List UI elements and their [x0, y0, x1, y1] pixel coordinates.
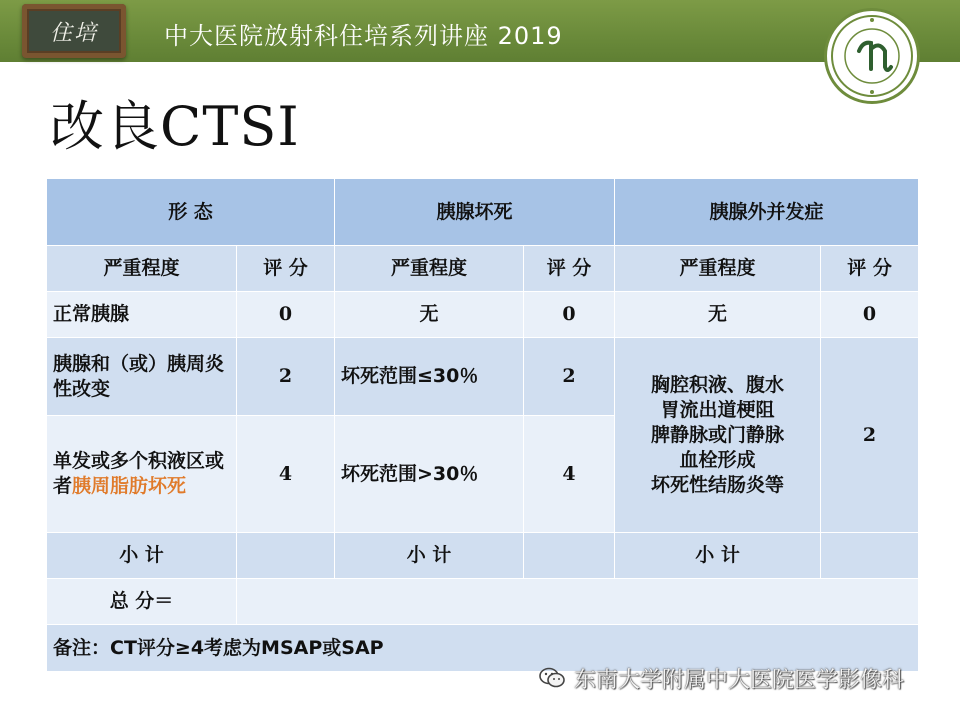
cell-complications-list: [615, 338, 821, 533]
table-group-header-row: [47, 179, 919, 246]
complication-line: 脾静脉或门静脉: [651, 423, 785, 446]
morph-highlight-text: 胰周脂肪坏死: [72, 475, 187, 497]
table-row: [47, 338, 919, 416]
table-note: 备注：CT评分≥4考虑为MSAP或SAP: [47, 625, 919, 672]
hospital-seal-icon: [827, 11, 917, 101]
cell-score: 2: [524, 338, 615, 416]
badge-text: 住培: [29, 11, 119, 51]
subtotal-label: 小 计: [615, 533, 821, 579]
complication-line: 胸腔积液、腹水: [651, 373, 785, 396]
cell-score: 0: [237, 292, 335, 338]
cell-complication-score: 2: [821, 338, 919, 533]
cell-score: 0: [821, 292, 919, 338]
cell-morph: 胰腺和（或）胰周炎性改变: [47, 338, 237, 416]
header-bar: [0, 0, 960, 62]
table-total-row: [47, 579, 919, 625]
wechat-icon: [538, 666, 566, 690]
cell-score: 2: [237, 338, 335, 416]
sub-header-cell: 严重程度: [47, 246, 237, 292]
sub-header-cell: 评 分: [237, 246, 335, 292]
group-necrosis: 胰腺坏死: [335, 179, 615, 246]
total-label: 总 分＝: [47, 579, 237, 625]
group-morphology: 形 态: [47, 179, 335, 246]
complication-line: 坏死性结肠炎等: [651, 473, 785, 496]
watermark-text: 东南大学附属中大医院医学影像科: [574, 667, 905, 693]
ctsi-table: [46, 178, 919, 672]
subtotal-value: [821, 533, 919, 579]
table-subtotal-row: [47, 533, 919, 579]
chalkboard-badge: [22, 4, 126, 58]
subtotal-value: [237, 533, 335, 579]
sub-header-cell: 严重程度: [335, 246, 524, 292]
sub-header-cell: 评 分: [524, 246, 615, 292]
cell-score: 4: [524, 416, 615, 533]
cell-complication: 无: [615, 292, 821, 338]
cell-necrosis: 无: [335, 292, 524, 338]
page-title: 改良CTSI: [50, 95, 300, 158]
table-sub-header-row: [47, 246, 919, 292]
header-title: 中大医院放射科住培系列讲座 2019: [164, 22, 563, 50]
total-value: [237, 579, 919, 625]
cell-score: 4: [237, 416, 335, 533]
cell-necrosis: 坏死范围>30％: [335, 416, 524, 533]
hospital-logo: [824, 8, 920, 104]
watermark: [538, 664, 904, 692]
morph-text: 单发或多个积液区或者: [53, 450, 225, 497]
cell-morph: [47, 416, 237, 533]
subtotal-label: 小 计: [47, 533, 237, 579]
cell-morph: 正常胰腺: [47, 292, 237, 338]
subtotal-label: 小 计: [335, 533, 524, 579]
cell-score: 0: [524, 292, 615, 338]
sub-header-cell: 评 分: [821, 246, 919, 292]
complication-line: 胃流出道梗阻: [660, 398, 775, 421]
cell-necrosis: 坏死范围≤30％: [335, 338, 524, 416]
table-row: [47, 292, 919, 338]
complication-line: 血栓形成: [679, 448, 756, 471]
group-complications: 胰腺外并发症: [615, 179, 919, 246]
sub-header-cell: 严重程度: [615, 246, 821, 292]
subtotal-value: [524, 533, 615, 579]
